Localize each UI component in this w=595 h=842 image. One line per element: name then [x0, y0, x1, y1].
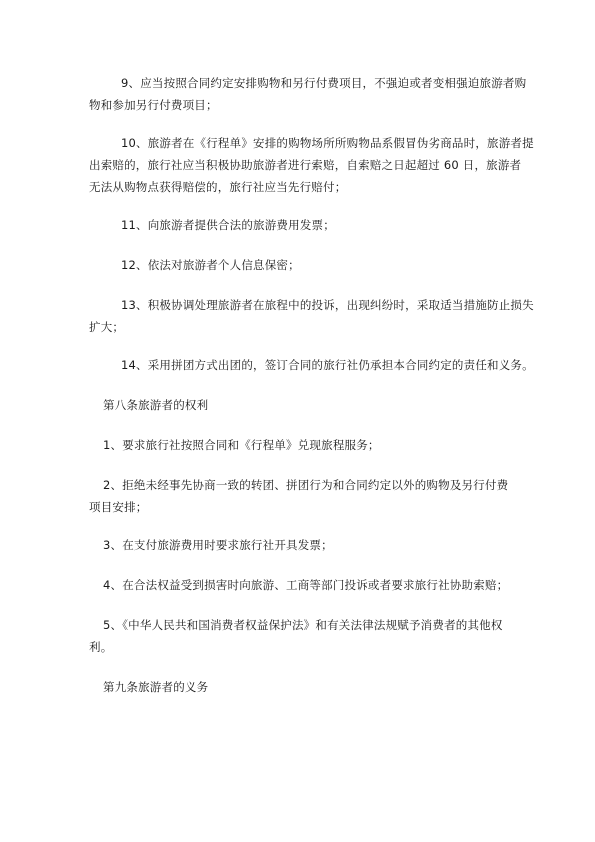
- paragraph-right-2: [89, 474, 523, 518]
- paragraph-item-12: [103, 254, 523, 276]
- section-heading-article-9: [103, 676, 523, 698]
- text-line: 10、旅游者在《行程单》安排的购物场所所购物品系假冒伪劣商品时，旅游者提: [121, 136, 534, 150]
- paragraph-item-13: [89, 294, 534, 338]
- text-line: 14、采用拼团方式出团的，签订合同的旅行社仍承担本合同约定的责任和义务。: [121, 358, 534, 372]
- text-line: 13、积极协调处理旅游者在旅程中的投诉，出现纠纷时，采取适当措施防止损失: [121, 298, 534, 312]
- paragraph-right-5: [89, 614, 523, 658]
- text-line: 9、应当按照合同约定安排购物和另行付费项目，不强迫或者变相强迫旅游者购: [121, 76, 527, 90]
- text-line: 出索赔的，旅行社应当积极协助旅游者进行索赔，自索赔之日起超过 60 日，旅游者: [89, 158, 522, 172]
- section-heading-article-8: [103, 394, 523, 416]
- paragraph-right-1: [103, 434, 523, 456]
- paragraph-right-3: [103, 534, 523, 556]
- text-line: 11、向旅游者提供合法的旅游费用发票；: [121, 218, 335, 232]
- text-line: 无法从购物点获得赔偿的，旅行社应当先行赔付；: [89, 180, 347, 194]
- heading-text: 第九条旅游者的义务: [103, 680, 209, 694]
- text-line: 12、依法对旅游者个人信息保密；: [121, 258, 300, 272]
- text-line: 1、要求旅行社按照合同和《行程单》兑现旅程服务；: [103, 438, 380, 452]
- text-line: 项目安排；: [89, 500, 148, 514]
- paragraph-item-10: [89, 132, 534, 198]
- text-line: 物和参加另行付费项目；: [89, 98, 218, 112]
- paragraph-item-9: [89, 72, 527, 116]
- text-line: 2、拒绝未经事先协商一致的转团、拼团行为和合同约定以外的购物及另行付费: [103, 478, 509, 492]
- paragraph-right-4: [103, 574, 523, 596]
- paragraph-item-11: [103, 214, 523, 236]
- text-line: 4、在合法权益受到损害时向旅游、工商等部门投诉或者要求旅行社协助索赔；: [103, 578, 509, 592]
- text-line: 利。: [89, 640, 113, 654]
- text-line: 扩大；: [89, 320, 125, 334]
- paragraph-item-14: [103, 354, 534, 376]
- text-line: 5、《中华人民共和国消费者权益保护法》和有关法律法规赋予消费者的其他权: [103, 618, 503, 632]
- heading-text: 第八条旅游者的权利: [103, 398, 209, 412]
- text-line: 3、在支付旅游费用时要求旅行社开具发票；: [103, 538, 333, 552]
